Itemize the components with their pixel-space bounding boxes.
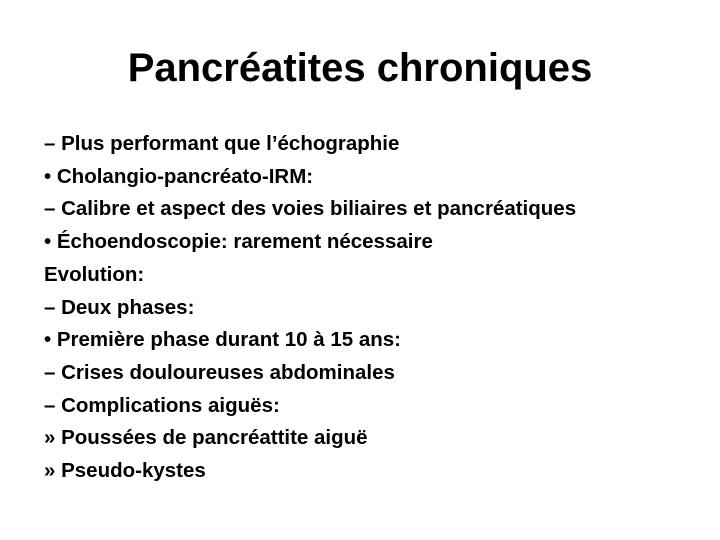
body-line: – Crises douloureuses abdominales <box>44 360 395 384</box>
body-line: » Poussées de pancréattite aiguë <box>44 426 368 450</box>
body-line: – Calibre et aspect des voies biliaires et pancréatiques <box>44 197 577 221</box>
body-line: – Plus performant que l’échographie <box>44 132 400 155</box>
body-line: • Cholangio-pancréato-IRM: <box>44 164 314 188</box>
slide-title: Pancréatites chroniques <box>127 46 593 90</box>
body-line: » Pseudo-kystes <box>44 459 206 483</box>
body-line: – Complications aiguës: <box>44 393 280 417</box>
slide-body <box>44 128 704 488</box>
body-line: • Échoendoscopie: rarement nécessaire <box>44 230 433 254</box>
body-line: Evolution: <box>44 262 145 286</box>
body-line: • Première phase durant 10 à 15 ans: <box>44 328 401 352</box>
body-line: – Deux phases: <box>44 295 195 319</box>
